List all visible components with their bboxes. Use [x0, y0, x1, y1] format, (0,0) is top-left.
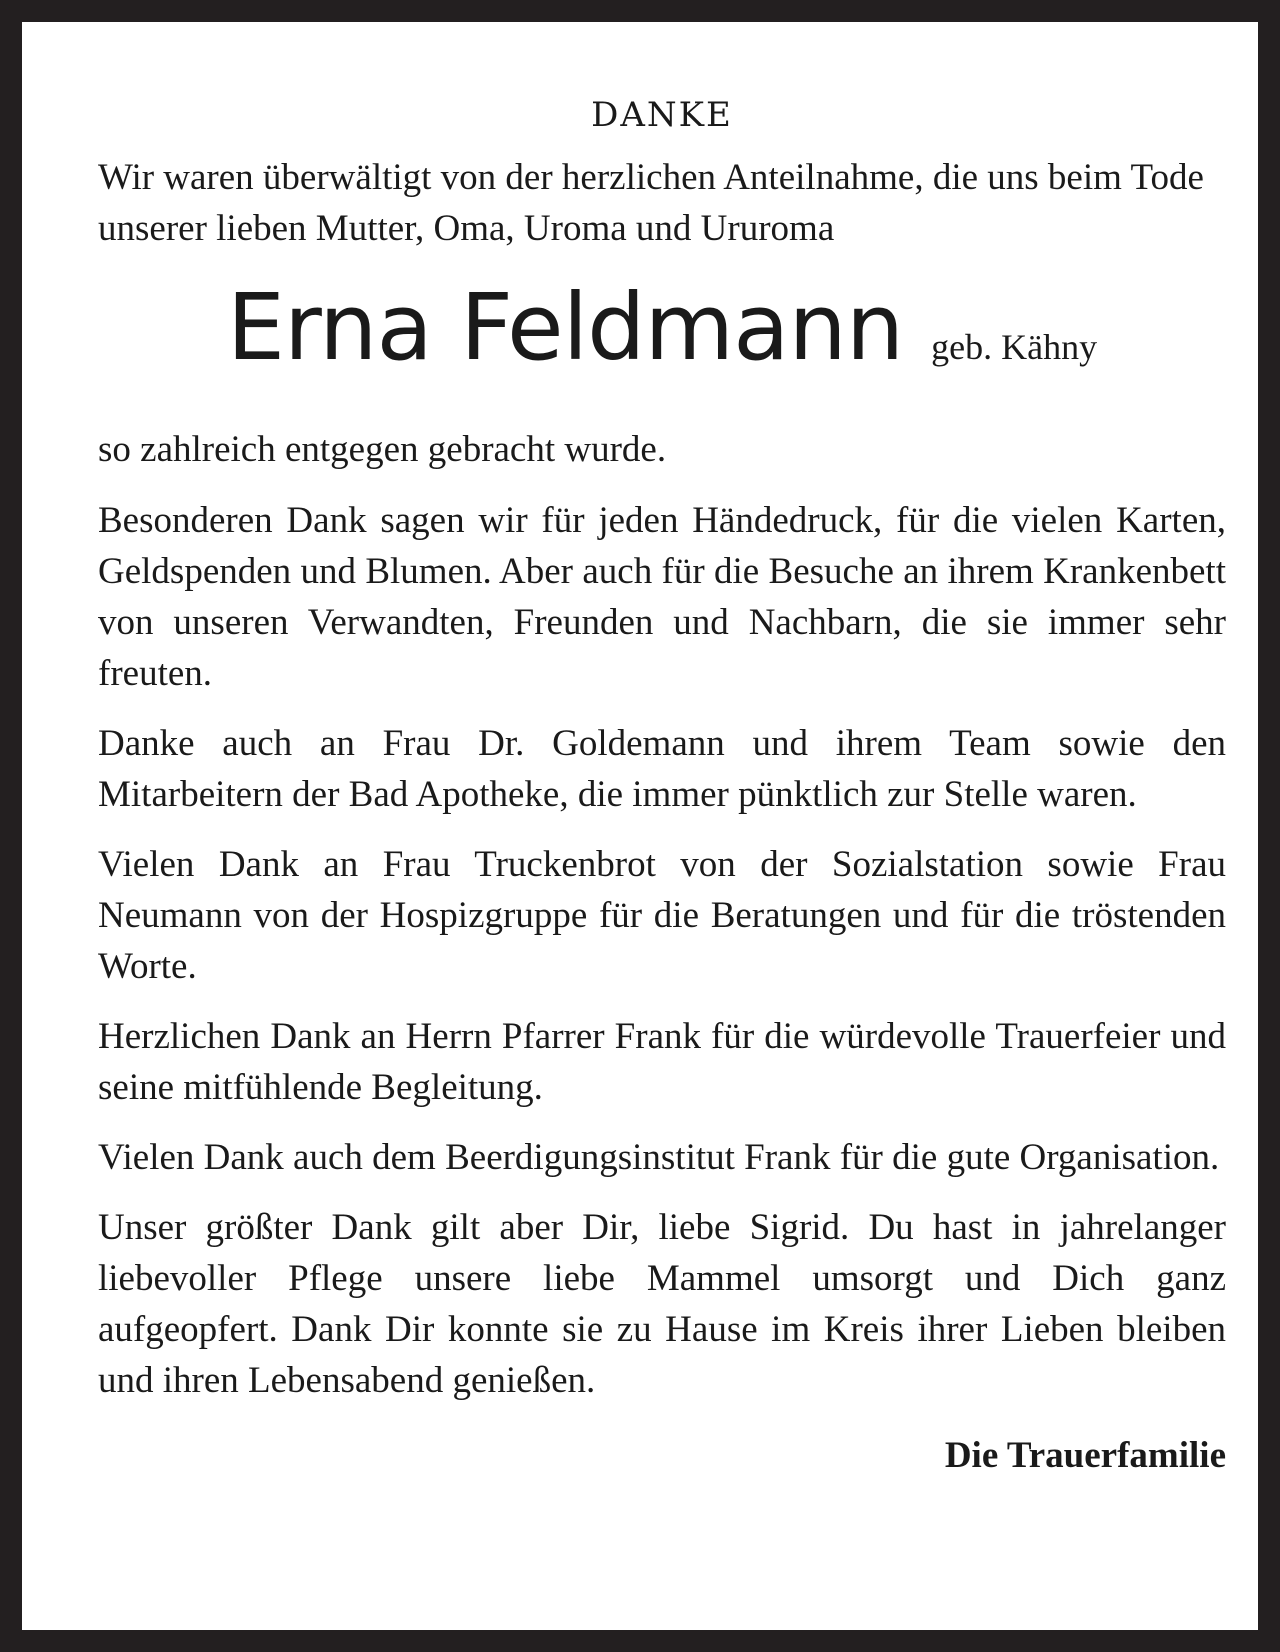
birth-name: geb. Kähny: [931, 327, 1098, 367]
thanks-paragraph-pastor: Herzlichen Dank an Herrn Pfarrer Frank für die würdevolle Trauerfeier und seine mitfühlende Begleitung.: [98, 1016, 1226, 1108]
thanks-paragraph-social-station: Vielen Dank an Frau Truckenbrot von der Sozialstation sowie Frau Neumann von der Hospizgruppe für die Beratungen und für die tröstenden Worte.: [98, 844, 1226, 987]
notice-content: [98, 84, 1226, 1481]
thanks-paragraph-doctor: Danke auch an Frau Dr. Goldemann und ihrem Team sowie den Mitarbeitern der Bad Apotheke, die immer pünktlich zur Stelle waren.: [98, 723, 1226, 815]
after-name-text: so zahlreich entgegen gebracht wurde.: [98, 429, 667, 470]
intro-text: Wir waren überwältigt von der herzlichen Anteilnahme, die uns beim Tode unserer lieben Mutter, Oma, Uroma und Ururoma: [98, 157, 1204, 249]
notice-heading: DANKE: [591, 95, 733, 135]
thanks-paragraph-funeral-home: Vielen Dank auch dem Beerdigungsinstitut Frank für die gute Organisation.: [98, 1137, 1220, 1178]
thanks-paragraph-visitors: Besonderen Dank sagen wir für jeden Händedruck, für die vielen Karten, Geldspenden und Blumen. Aber auch für die Besuche an ihrem Krankenbett von unseren Verwandten, Freunden und Nachbarn, die sie immer sehr freuten.: [98, 500, 1226, 694]
signature: Die Trauerfamilie: [944, 1435, 1226, 1476]
deceased-name: Erna Feldmann: [226, 274, 904, 381]
thanks-paragraph-sigrid: Unser größter Dank gilt aber Dir, liebe Sigrid. Du hast in jahrelanger liebevoller Pflege unsere liebe Mammel umsorgt und Dich ganz aufgeopfert. Dank Dir konnte sie zu Hause im Kreis ihrer Lieben bleiben und ihren Lebensabend genießen.: [98, 1207, 1226, 1401]
deceased-name-line: [98, 268, 1226, 414]
